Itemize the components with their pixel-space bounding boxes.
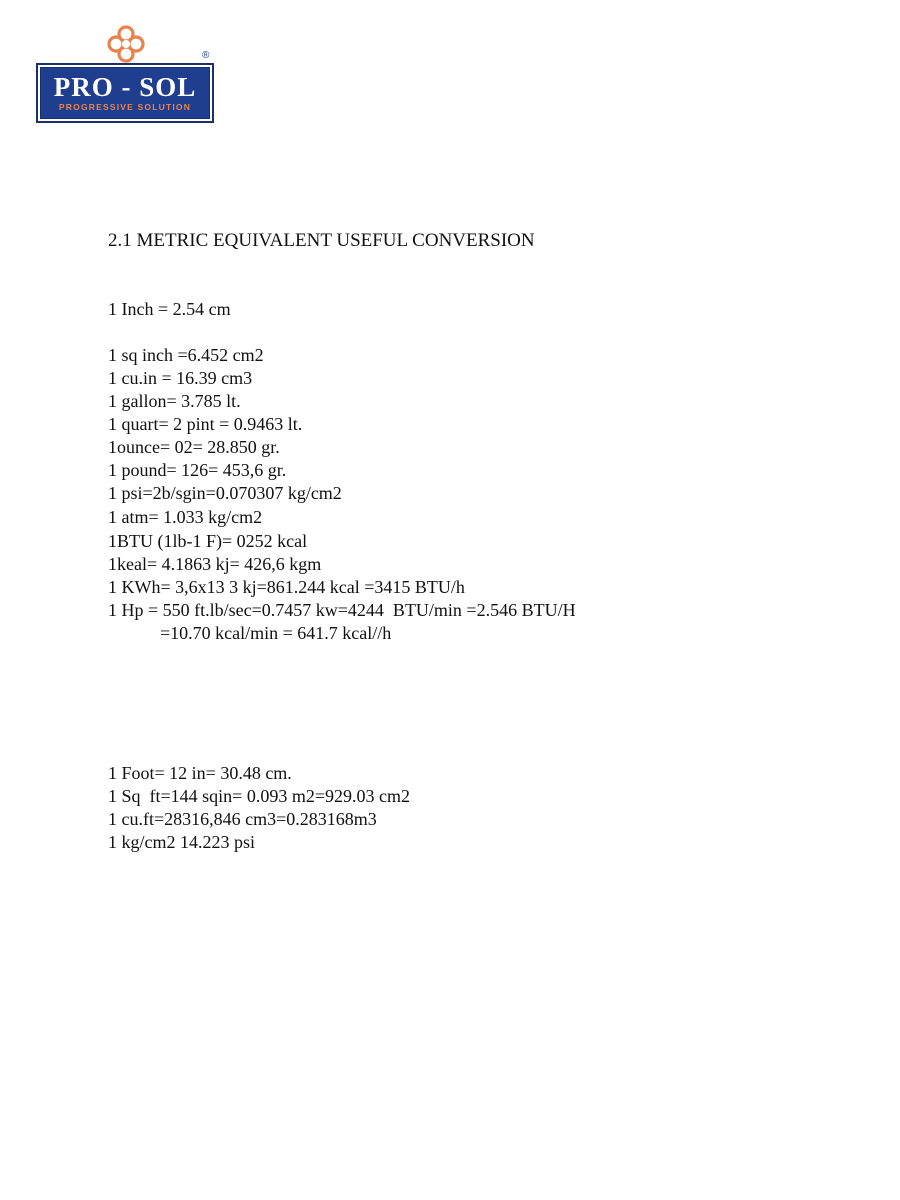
- conversion-line-cu-in: 1 cu.in = 16.39 cm3: [108, 368, 253, 388]
- logo-badge: [36, 63, 214, 123]
- conversion-line-atm: 1 atm= 1.033 kg/cm2: [108, 507, 263, 527]
- pro-sol-logo: [36, 24, 218, 124]
- conversion-line-inch: 1 Inch = 2.54 cm: [108, 299, 231, 319]
- conversion-line-foot: 1 Foot= 12 in= 30.48 cm.: [108, 763, 292, 783]
- document-heading: 2.1 METRIC EQUIVALENT USEFUL CONVERSION: [108, 230, 535, 251]
- conversion-line-quart: 1 quart= 2 pint = 0.9463 lt.: [108, 414, 303, 434]
- logo-brand-name: PRO - SOL: [53, 72, 197, 102]
- conversion-line-kwh: 1 KWh= 3,6x13 3 kj=861.244 kcal =3415 BTU/h: [108, 577, 465, 597]
- conversion-line-kg-cm2: 1 kg/cm2 14.223 psi: [108, 832, 255, 852]
- flower-logo-icon: [106, 24, 146, 64]
- conversion-line-cu-ft: 1 cu.ft=28316,846 cm3=0.283168m3: [108, 809, 377, 829]
- conversion-line-hp: 1 Hp = 550 ft.lb/sec=0.7457 kw=4244 BTU/min =2.546 BTU/H: [108, 600, 576, 620]
- conversion-line-hp-continued: =10.70 kcal/min = 641.7 kcal//h: [160, 623, 392, 643]
- conversion-line-pound: 1 pound= 126= 453,6 gr.: [108, 460, 287, 480]
- conversion-line-psi: 1 psi=2b/sgin=0.070307 kg/cm2: [108, 483, 342, 503]
- registered-mark: ®: [202, 50, 210, 61]
- conversion-line-kcal: 1keal= 4.1863 kj= 426,6 kgm: [108, 554, 322, 574]
- conversion-line-sq-inch: 1 sq inch =6.452 cm2: [108, 345, 264, 365]
- logo-tagline: PROGRESSIVE SOLUTION: [58, 102, 192, 112]
- conversion-line-gallon: 1 gallon= 3.785 lt.: [108, 391, 241, 411]
- conversion-line-ounce: 1ounce= 02= 28.850 gr.: [108, 437, 280, 457]
- conversion-line-sq-ft: 1 Sq ft=144 sqin= 0.093 m2=929.03 cm2: [108, 786, 410, 806]
- conversion-line-btu: 1BTU (1lb-1 F)= 0252 kcal: [108, 531, 308, 551]
